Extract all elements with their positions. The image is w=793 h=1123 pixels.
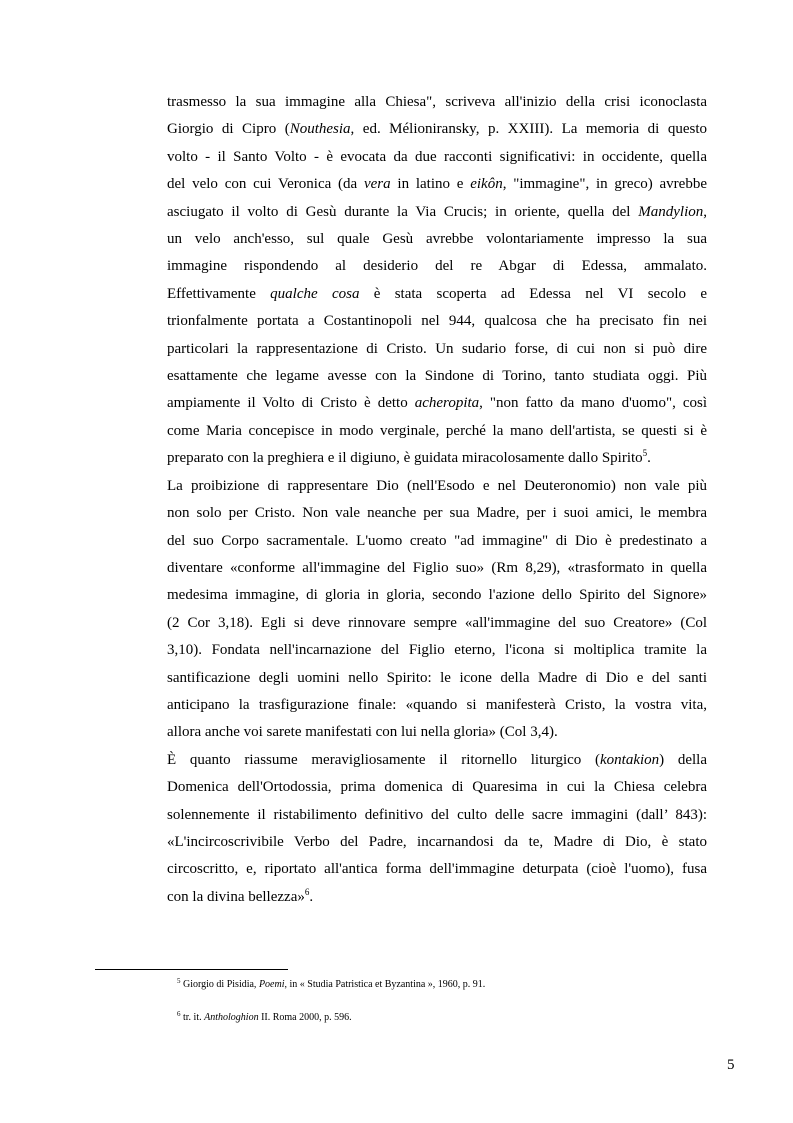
text-run: solennemente il ristabilimento definitivo del culto delle sacre immagini (dall’ 843): bbox=[167, 806, 707, 823]
text-line bbox=[167, 89, 707, 116]
text-line bbox=[167, 281, 707, 308]
text-run: ampiamente il Volto di Cristo è detto bbox=[167, 395, 415, 412]
text-run: come Maria concepisce in modo verginale, perché la mano dell'artista, se questi si è bbox=[167, 422, 707, 439]
text-run: . bbox=[309, 888, 314, 905]
text-run: È quanto riassume meravigliosamente il ritornello liturgico ( bbox=[167, 751, 600, 768]
text-run: anticipano la trasfigurazione finale: «quando si manifesterà Cristo, la vostra vita, bbox=[167, 696, 707, 713]
text-run: Giorgio di Cipro ( bbox=[167, 121, 290, 138]
italic-term: Nouthesia bbox=[289, 121, 351, 138]
text-line bbox=[167, 582, 707, 609]
text-line bbox=[167, 226, 707, 253]
text-line bbox=[167, 500, 707, 527]
text-run: tr. it. bbox=[180, 1012, 205, 1023]
page-number: 5 bbox=[727, 1057, 735, 1073]
text-run: allora anche voi sarete manifestati con lui nella gloria» (Col 3,4). bbox=[167, 724, 558, 741]
text-line bbox=[167, 829, 707, 856]
text-run: volto - il Santo Volto - è evocata da due racconti significativi: in occidente, quella bbox=[167, 148, 707, 165]
text-line bbox=[167, 610, 707, 637]
footnote-separator bbox=[95, 969, 288, 970]
text-run: è stata scoperta ad Edessa nel VI secolo e bbox=[359, 285, 707, 302]
text-run: (2 Cor 3,18). Egli si deve rinnovare sempre «all'immagine del suo Creatore» (Col bbox=[167, 614, 707, 631]
text-line bbox=[167, 747, 707, 774]
text-line bbox=[167, 555, 707, 582]
text-run: medesima immagine, di gloria in gloria, secondo l'azione dello Spirito del Signore» bbox=[167, 587, 707, 604]
footnote-ref: 5 bbox=[177, 977, 181, 985]
text-run: immagine rispondendo al desiderio del re Abgar di Edessa, ammalato. bbox=[167, 258, 707, 275]
footnote-ref: 6 bbox=[304, 886, 310, 897]
text-line bbox=[167, 856, 707, 883]
text-run: , ed. Mélioniransky, p. XXIII). La memoria di questo bbox=[350, 121, 707, 138]
text-run: , in « Studia Patristica et Byzantina », 1960, p. 91. bbox=[284, 979, 486, 990]
footnote bbox=[177, 979, 485, 991]
text-line bbox=[167, 116, 707, 143]
text-line bbox=[167, 199, 707, 226]
text-run: un velo anch'esso, sul quale Gesù avrebbe volontariamente impresso la sua bbox=[167, 231, 707, 248]
text-line bbox=[167, 171, 707, 198]
italic-term: Poemi bbox=[258, 979, 285, 990]
text-run: Effettivamente bbox=[167, 285, 271, 302]
footnote-ref: 5 bbox=[642, 448, 648, 459]
text-run: Domenica dell'Ortodossia, prima domenica di Quaresima in cui la Chiesa celebra bbox=[167, 779, 707, 796]
paragraph bbox=[167, 473, 707, 747]
text-line bbox=[167, 363, 707, 390]
text-run: diventare «conforme all'immagine del Figlio suo» (Rm 8,29), «trasformato in quella bbox=[167, 559, 707, 576]
text-line bbox=[167, 665, 707, 692]
text-run: in latino e bbox=[390, 176, 471, 193]
text-run: , "immagine", in greco) avrebbe bbox=[502, 176, 707, 193]
text-run: . bbox=[647, 450, 651, 467]
paragraph bbox=[167, 747, 707, 911]
text-run: circoscritto, e, riportato all'antica forma dell'immagine deturpata (cioè l'uomo), fusa bbox=[167, 861, 707, 878]
text-run: , bbox=[703, 203, 707, 220]
text-run: ) della bbox=[659, 751, 707, 768]
body-text bbox=[167, 89, 707, 911]
italic-term: Mandylion bbox=[638, 203, 704, 220]
italic-term: eikôn bbox=[470, 176, 503, 193]
text-run: 3,10). Fondata nell'incarnazione del Figlio eterno, l'icona si moltiplica tramite la bbox=[167, 642, 707, 659]
text-run: «L'incircoscrivibile Verbo del Padre, incarnandosi da te, Madre di Dio, è stato bbox=[167, 833, 707, 850]
italic-term: qualche cosa bbox=[270, 285, 360, 302]
text-run: trasmesso la sua immagine alla Chiesa", scriveva all'inizio della crisi iconoclasta bbox=[167, 94, 707, 110]
text-line bbox=[167, 692, 707, 719]
text-line bbox=[167, 473, 707, 500]
text-line bbox=[167, 719, 707, 746]
text-line bbox=[167, 336, 707, 363]
italic-term: acheropita bbox=[414, 395, 480, 412]
footnote bbox=[177, 1012, 352, 1024]
text-run: Giorgio di Pisidia, bbox=[180, 979, 259, 990]
text-run: asciugato il volto di Gesù durante la Via Crucis; in oriente, quella del bbox=[167, 203, 639, 220]
text-line bbox=[167, 802, 707, 829]
text-run: trionfalmente portata a Costantinopoli nel 944, qualcosa che ha precisato fin nei bbox=[167, 313, 707, 330]
text-line bbox=[167, 418, 707, 445]
text-line bbox=[167, 884, 707, 911]
text-line bbox=[167, 390, 707, 417]
text-line bbox=[167, 528, 707, 555]
text-run: particolari la rappresentazione di Cristo. Un sudario forse, di cui non si può dire bbox=[167, 340, 707, 357]
italic-term: vera bbox=[363, 176, 391, 193]
text-run: santificazione degli uomini nello Spirito: le icone della Madre di Dio e del santi bbox=[167, 669, 707, 686]
footnote-ref: 6 bbox=[177, 1010, 181, 1018]
text-run: con la divina bellezza» bbox=[167, 888, 305, 905]
italic-term: Anthologhion bbox=[204, 1012, 259, 1023]
text-line bbox=[167, 445, 707, 472]
text-run: preparato con la preghiera e il digiuno, è guidata miracolosamente dallo Spirito bbox=[167, 450, 643, 467]
text-run: La proibizione di rappresentare Dio (nell'Esodo e nel Deuteronomio) non vale più bbox=[167, 477, 707, 494]
text-run: del velo con cui Veronica (da bbox=[167, 176, 364, 193]
text-line bbox=[167, 144, 707, 171]
text-run: esattamente che legame avesse con la Sindone di Torino, tanto studiata oggi. Più bbox=[167, 368, 707, 385]
text-run: , "non fatto da mano d'uomo", così bbox=[479, 395, 708, 412]
italic-term: kontakion bbox=[600, 751, 660, 768]
text-run: non solo per Cristo. Non vale neanche per sua Madre, per i suoi amici, le membra bbox=[167, 505, 707, 522]
text-run: del suo Corpo sacramentale. L'uomo creato "ad immagine" di Dio è predestinato a bbox=[167, 532, 707, 549]
text-run: II. Roma 2000, p. 596. bbox=[258, 1012, 352, 1023]
text-line bbox=[167, 637, 707, 664]
text-line bbox=[167, 774, 707, 801]
paragraph bbox=[167, 89, 707, 473]
text-line bbox=[167, 308, 707, 335]
text-line bbox=[167, 253, 707, 280]
